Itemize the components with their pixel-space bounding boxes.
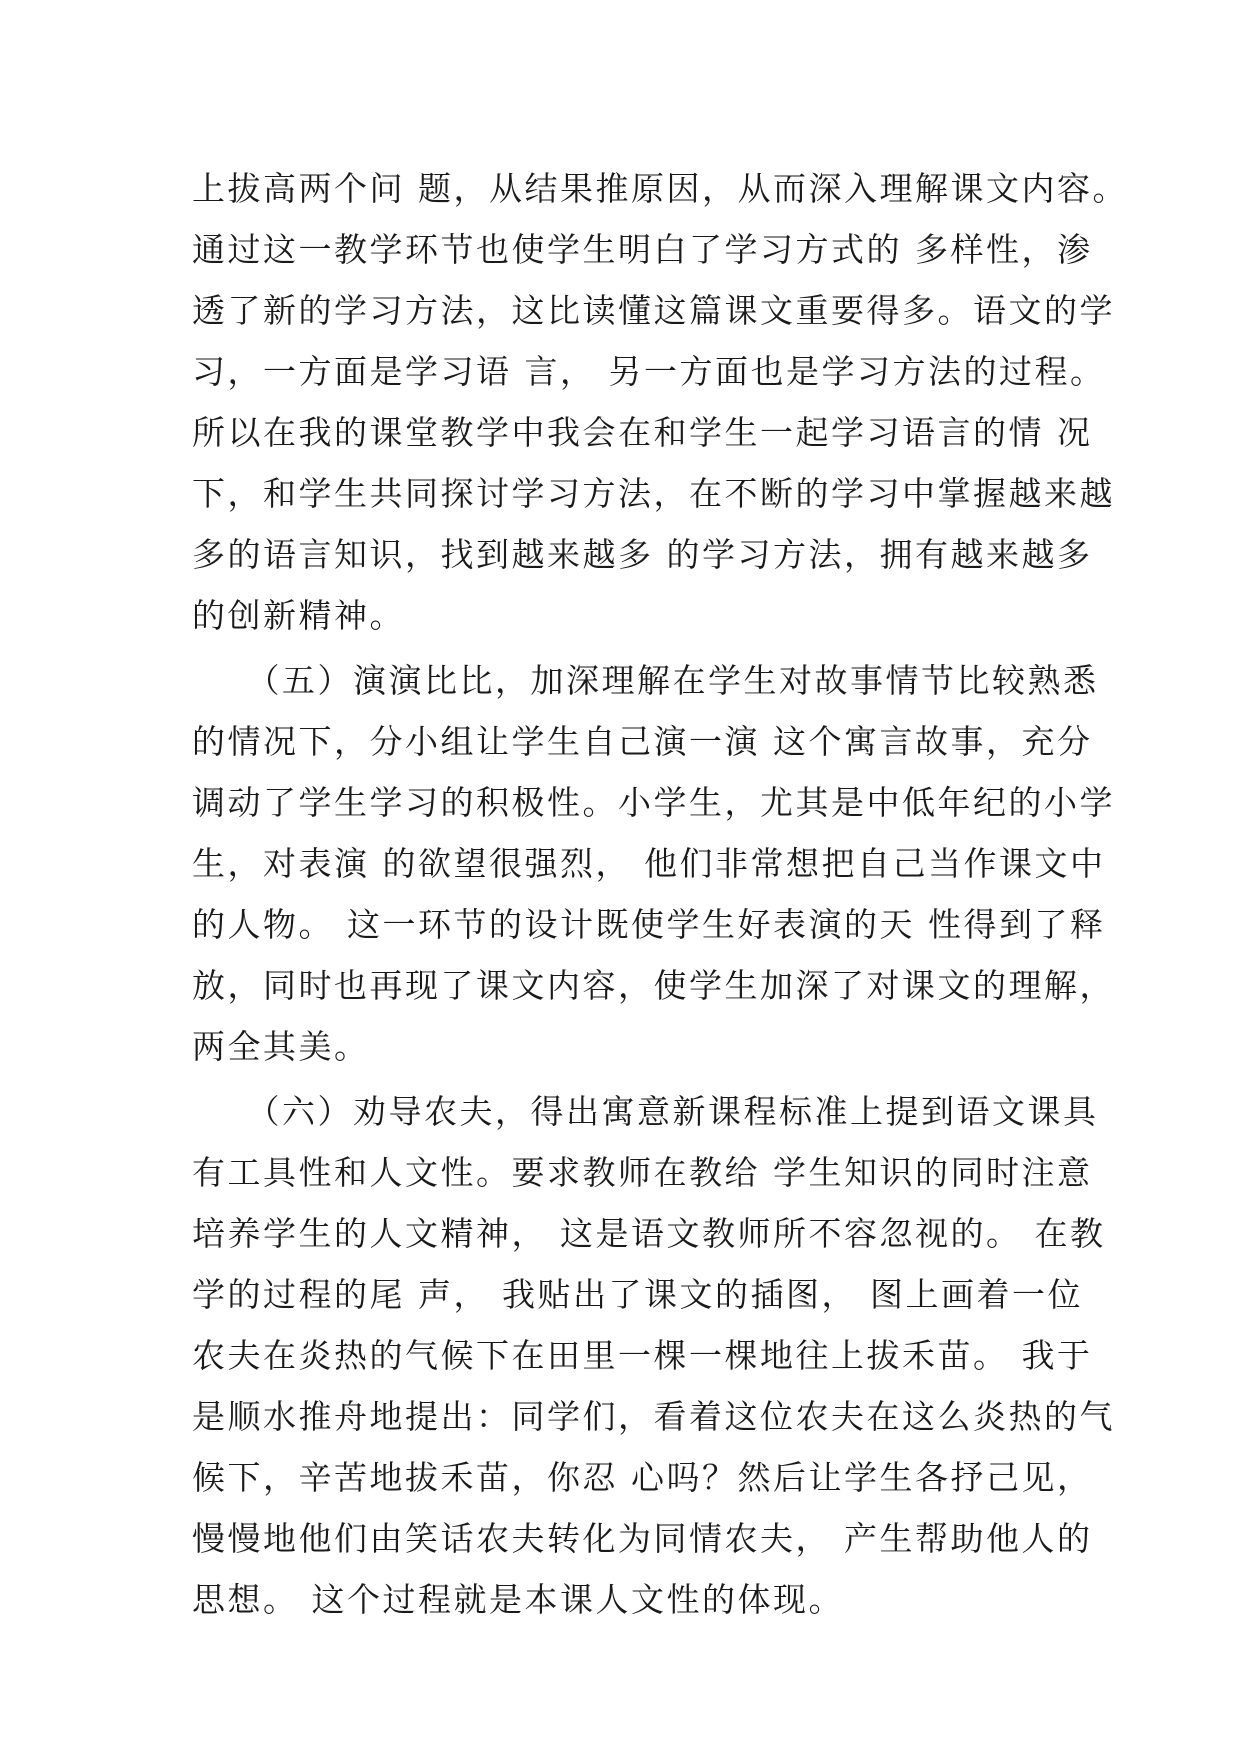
text-line: 培养学生的人文精神， 这是语文教师所不容忽视的。 在教 [192, 1214, 1106, 1253]
text-line: 放，同时也再现了课文内容，使学生加深了对课文的理解， [192, 966, 1115, 1005]
text-line: 习，一方面是学习语 言， 另一方面也是学习方法的过程。 [192, 352, 1106, 391]
text-line: 慢慢地他们由笑话农夫转化为同情农夫， 产生帮助他人的 [192, 1519, 1093, 1558]
paragraph-3 [192, 1081, 1115, 1630]
text-line: 的创新精神。 [192, 596, 405, 635]
text-line: （五）演演比比，加深理解在学生对故事情节比较熟悉 [192, 661, 1099, 700]
text-line: 所以在我的课堂教学中我会在和学生一起学习语言的情 况 [192, 413, 1093, 452]
text-line: 是顺水推舟地提出：同学们，看着这位农夫在这么炎热的气 [192, 1397, 1115, 1436]
text-line: 的人物。 这一环节的设计既使学生好表演的天 性得到了释 [192, 905, 1106, 944]
text-line: 通过这一教学环节也使学生明白了学习方式的 多样性，渗 [192, 230, 1093, 269]
text-line: 候下，辛苦地拔禾苗，你忍 心吗？然后让学生各抒己见， [192, 1458, 1093, 1497]
text-line: 的情况下，分小组让学生自己演一演 这个寓言故事，充分 [192, 722, 1093, 761]
paragraph-2 [192, 650, 1115, 1077]
text-line: 学的过程的尾 声， 我贴出了课文的插图， 图上画着一位 [192, 1275, 1083, 1314]
text-line: 下，和学生共同探讨学习方法，在不断的学习中掌握越来越 [192, 474, 1115, 513]
text-line: 两全其美。 [192, 1027, 370, 1066]
text-line: 农夫在炎热的气候下在田里一棵一棵地往上拔禾苗。 我于 [192, 1336, 1093, 1375]
text-line: （六）劝导农夫，得出寓意新课程标准上提到语文课具 [192, 1092, 1099, 1131]
text-line: 生，对表演 的欲望很强烈， 他们非常想把自己当作课文中 [192, 844, 1106, 883]
document-body [192, 158, 1128, 1630]
text-line: 透了新的学习方法，这比读懂这篇课文重要得多。语文的学 [192, 291, 1115, 330]
text-line: 有工具性和人文性。要求教师在教给 学生知识的同时注意 [192, 1153, 1093, 1192]
paragraph-1 [192, 158, 1128, 646]
text-line: 思想。 这个过程就是本课人文性的体现。 [192, 1580, 844, 1619]
text-line: 多的语言知识，找到越来越多 的学习方法，拥有越来越多 [192, 535, 1093, 574]
text-line: 调动了学生学习的积极性。小学生，尤其是中低年纪的小学 [192, 783, 1115, 822]
text-line: 上拔高两个问 题，从结果推原因，从而深入理解课文内容。 [192, 169, 1128, 208]
